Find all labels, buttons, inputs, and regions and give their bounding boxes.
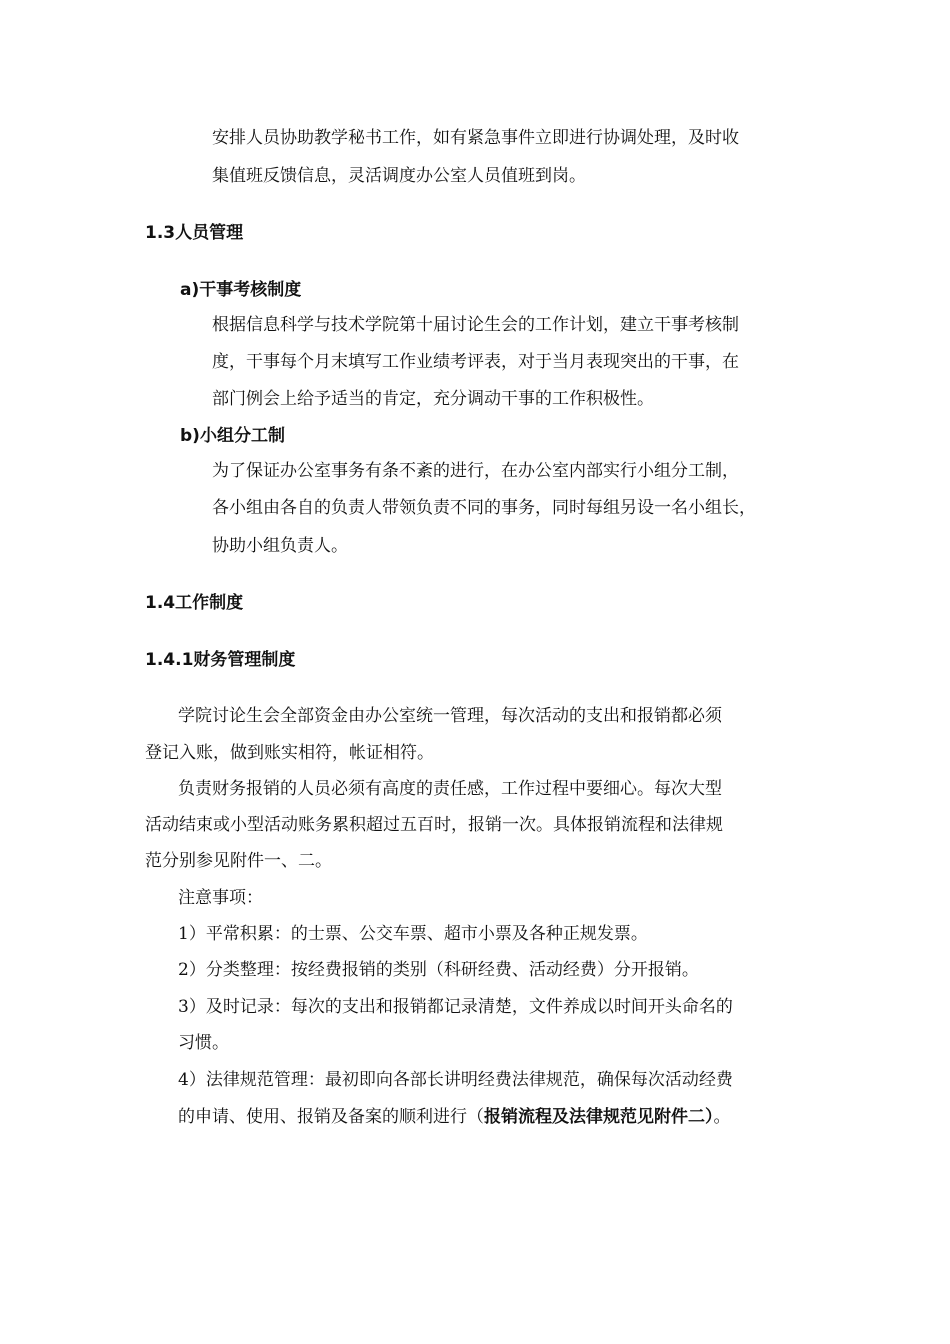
note-4-line-2-text: 的申请、使用、报销及备案的顺利进行（	[178, 1107, 484, 1127]
note-3-line-2: 习惯。	[178, 1033, 229, 1053]
note-4-attachment-reference: 报销流程及法律规范见附件二）	[484, 1107, 714, 1127]
section-heading-1-3: 1.3人员管理	[145, 223, 244, 243]
subheading-1-4-1: 1.4.1财务管理制度	[145, 650, 296, 670]
sub-b-line-3: 协助小组负责人。	[212, 536, 348, 556]
note-3-line-1: 3）及时记录：每次的支出和报销都记录清楚，文件养成以时间开头命名的	[178, 997, 733, 1017]
finance-para-1-line-1: 学院讨论生会全部资金由办公室统一管理，每次活动的支出和报销都必须	[178, 706, 722, 726]
finance-para-2-line-2: 活动结束或小型活动账务累积超过五百时，报销一次。具体报销流程和法律规	[145, 815, 723, 835]
note-2: 2）分类整理：按经费报销的类别（科研经费、活动经费）分开报销。	[178, 960, 699, 980]
finance-para-1-line-2: 登记入账，做到账实相符，帐证相符。	[145, 743, 434, 763]
intro-line-2: 集值班反馈信息，灵活调度办公室人员值班到岗。	[212, 166, 586, 186]
finance-para-2-line-3: 范分别参见附件一、二。	[145, 851, 332, 871]
note-1: 1）平常积累：的士票、公交车票、超市小票及各种正规发票。	[178, 924, 648, 944]
sub-a-line-1: 根据信息科学与技术学院第十届讨论生会的工作计划，建立干事考核制	[212, 315, 739, 335]
sub-b-line-2: 各小组由各自的负责人带领负责不同的事务，同时每组另设一名小组长，	[212, 498, 756, 518]
sub-a-line-3: 部门例会上给予适当的肯定，充分调动干事的工作积极性。	[212, 389, 654, 409]
note-4-line-1: 4）法律规范管理：最初即向各部长讲明经费法律规范，确保每次活动经费	[178, 1070, 733, 1090]
note-4-line-2	[178, 1105, 731, 1129]
section-heading-1-4: 1.4工作制度	[145, 593, 244, 613]
subheading-b: b)小组分工制	[180, 426, 285, 446]
sub-b-line-1: 为了保证办公室事务有条不紊的进行，在办公室内部实行小组分工制，	[212, 461, 739, 481]
finance-para-2-line-1: 负责财务报销的人员必须有高度的责任感，工作过程中要细心。每次大型	[178, 779, 722, 799]
sub-a-line-2: 度，干事每个月末填写工作业绩考评表，对于当月表现突出的干事，在	[212, 352, 739, 372]
subheading-a: a)干事考核制度	[180, 280, 302, 300]
notes-title: 注意事项：	[178, 888, 263, 908]
note-4-line-2-end: 。	[713, 1107, 731, 1127]
intro-line-1: 安排人员协助教学秘书工作，如有紧急事件立即进行协调处理，及时收	[212, 128, 739, 148]
